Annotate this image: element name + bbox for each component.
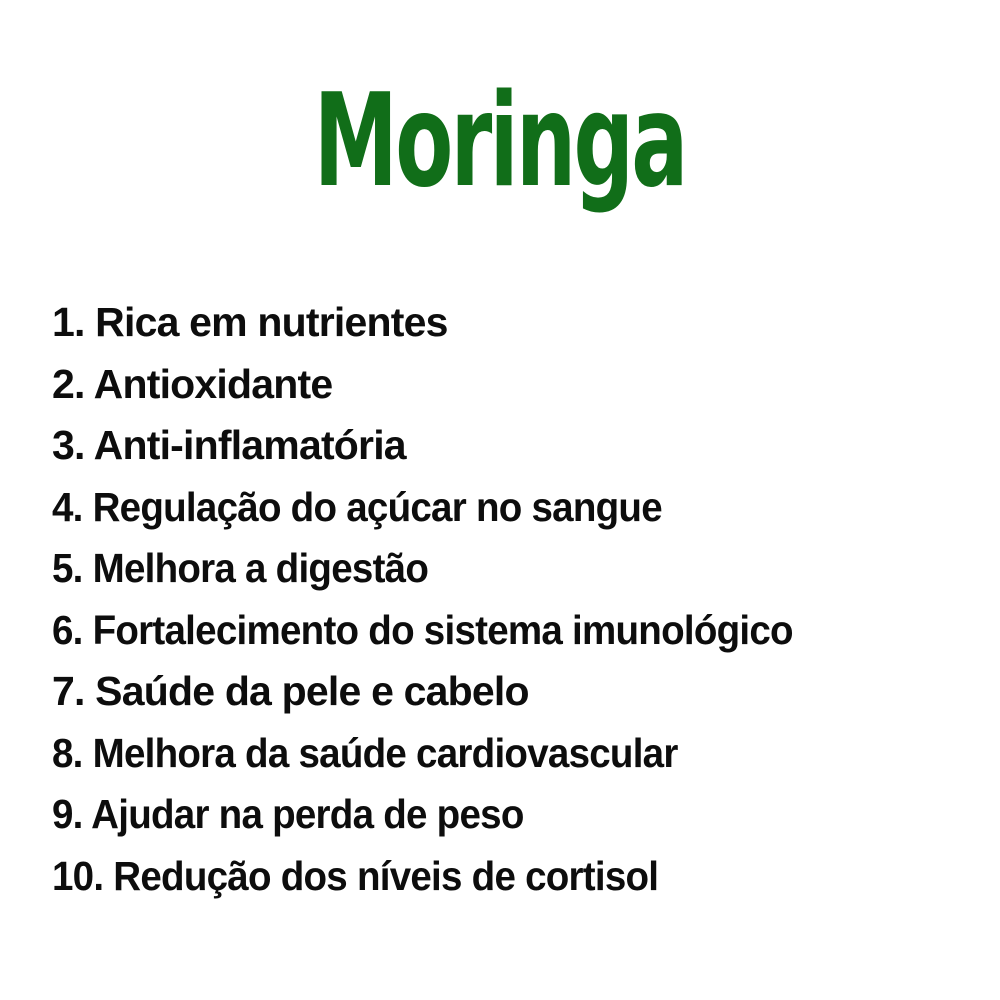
list-item: 2. Antioxidante bbox=[52, 360, 333, 407]
benefits-list bbox=[52, 292, 982, 907]
title-container bbox=[0, 67, 1000, 216]
list-item: 3. Anti-inflamatória bbox=[52, 422, 406, 468]
list-item: 6. Fortalecimento do sistema imunológico bbox=[52, 606, 793, 653]
list-item: 9. Ajudar na perda de peso bbox=[52, 791, 524, 837]
list-item: 10. Redução dos níveis de cortisol bbox=[52, 852, 659, 899]
list-item: 5. Melhora a digestão bbox=[52, 545, 429, 591]
list-item: 1. Rica em nutrientes bbox=[52, 299, 448, 345]
page-title: Moringa bbox=[314, 67, 686, 216]
list-item: 7. Saúde da pele e cabelo bbox=[52, 668, 529, 714]
list-item: 4. Regulação do açúcar no sangue bbox=[52, 483, 662, 530]
list-item: 8. Melhora da saúde cardiovascular bbox=[52, 729, 678, 776]
